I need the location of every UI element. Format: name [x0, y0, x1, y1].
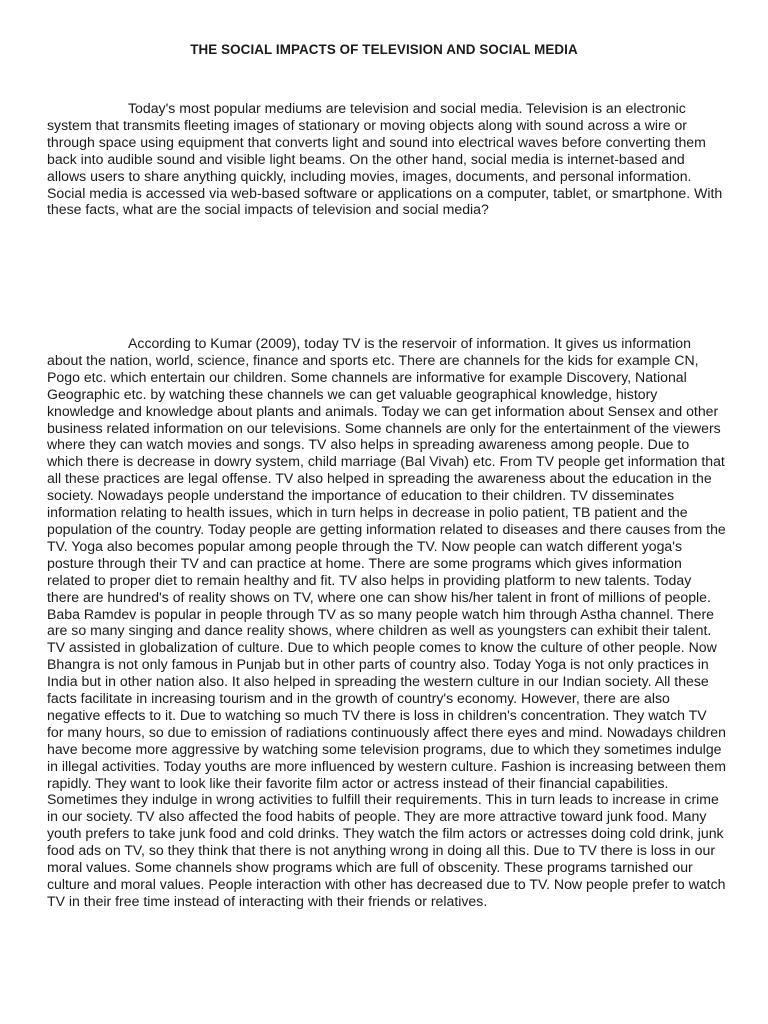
paragraph-body: According to Kumar (2009), today TV is the reservoir of information. It gives us information about the nation, world, science, finance and sports etc. There are channels for the kids for example CN, Pogo etc. which entertain our children. Some channels are informative for example Discovery, National Geographic etc. by watching these channels we can get valuable geographical knowledge, history knowledge and knowledge about plants and animals. Today we can get information about Sensex and other business related information on our televisions. Some channels are only for the entertainment of the viewers where they can watch movies and songs. TV also helps in spreading awareness among people. Due to which there is decrease in dowry system, child marriage (Bal Vivah) etc. From TV people get information that all these practices are legal offense. TV also helped in spreading the awareness about the education in the society. Nowadays people understand the importance of education to their children. TV disseminates information relating to health issues, which in turn helps in decrease in polio patient, TB patient and the population of the country. Today people are getting information related to diseases and there causes from the TV. Yoga also becomes popular among people through the TV. Now people can watch different yoga's posture through their TV and can practice at home. There are some programs which gives information related to proper diet to remain healthy and fit. TV also helps in providing platform to new talents. Today there are hundred's of reality shows on TV, where one can show his/her talent in front of millions of people. Baba Ramdev is popular in people through TV as so many people watch him through Astha channel. There are so many singing and dance reality shows, where children as well as youngsters can exhibit their talent. TV assisted in globalization of culture. Due to which people comes to know the culture of other people. Now Bhangra is not only famous in Punjab but in other parts of country also. Today Yoga is not only practices in India but in other nation also. It also helped in spreading the western culture in our Indian society. All these facts facilitate in increasing tourism and in the growth of country's economy. However, there are also negative effects to it. Due to watching so much TV there is loss in children's concentration. They watch TV for many hours, so due to emission of radiations continuously affect there eyes and mind. Nowadays children have become more aggressive by watching some television programs, due to which they sometimes indulge in illegal activities. Today youths are more influenced by western culture. Fashion is increasing between them rapidly. They want to look like their favorite film actor or actress instead of their financial capabilities. Sometimes they indulge in wrong activities to fulfill their requirements. This in turn leads to increase in crime in our society. TV also affected the food habits of people. They are more attractive toward junk food. Many youth prefers to take junk food and cold drinks. They watch the film actors or actresses doing cold drink, junk food ads on TV, so they think that there is not anything wrong in doing all this. Due to TV there is loss in our moral values. Some channels show programs which are full of obscenity. These programs tarnished our culture and moral values. People interaction with other has decreased due to TV. Now people prefer to watch TV in their free time instead of interacting with their friends or relatives. — [47, 335, 726, 909]
paragraph-intro: Today's most popular mediums are television and social media. Television is an electronic system that transmits fleeting images of stationary or moving objects along with sound across a wire or through space using equipment that converts light and sound into electrical waves before converting them back into audible sound and visible light beams. On the other hand, social media is internet-based and allows users to share anything quickly, including movies, images, documents, and personal information. Social media is accessed via web-based software or applications on a computer, tablet, or smartphone. With these facts, what are the social impacts of television and social media? — [47, 100, 723, 218]
document-title: THE SOCIAL IMPACTS OF TELEVISION AND SOCIAL MEDIA — [190, 42, 578, 57]
